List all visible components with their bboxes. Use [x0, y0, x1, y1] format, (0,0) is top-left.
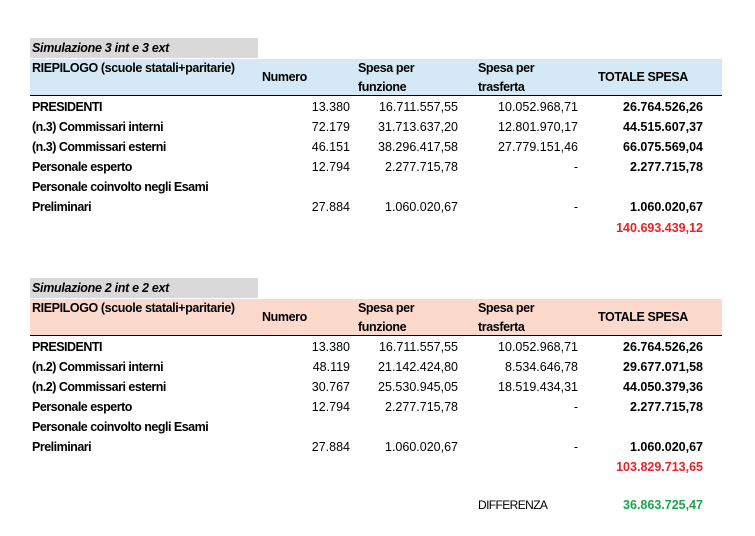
row-label: (n.3) Commissari esterni: [32, 140, 166, 154]
row-trasferta: -: [573, 400, 578, 414]
row-funzione: 21.142.424,80: [378, 360, 458, 374]
row-label: Personale esperto: [32, 160, 132, 174]
row-label: Personale esperto: [32, 400, 132, 414]
col-riepilogo: RIEPILOGO (scuole statali+paritarie): [32, 61, 235, 75]
row-label: (n.2) Commissari interni: [32, 360, 164, 374]
row-totale: 29.677.071,58: [623, 360, 703, 374]
row-numero: 13.380: [311, 100, 350, 114]
table-row: [30, 97, 722, 117]
row-label: PRESIDENTI: [32, 100, 103, 114]
sim1-grand-total: 140.693.439,12: [616, 221, 703, 235]
row-trasferta: -: [573, 200, 578, 214]
row-funzione: 16.711.557,55: [378, 340, 458, 354]
table-row: [30, 137, 722, 157]
table-row: [30, 377, 722, 397]
row-trasferta: 12.801.970,17: [498, 120, 578, 134]
sim1-title: Simulazione 3 int e 3 ext: [30, 38, 258, 58]
row-label: PRESIDENTI: [32, 340, 103, 354]
row-totale: 44.050.379,36: [623, 380, 703, 394]
sim2-header: [30, 299, 722, 336]
row-totale: 66.075.569,04: [623, 140, 703, 154]
row-funzione: 2.277.715,78: [385, 400, 458, 414]
row-trasferta: 27.779.151,46: [498, 140, 578, 154]
row-funzione: 25.530.945,05: [378, 380, 458, 394]
row-label: Personale coinvolto negli Esami: [32, 180, 209, 194]
col-totale: TOTALE SPESA: [598, 70, 688, 84]
row-numero: 30.767: [311, 380, 350, 394]
row-totale: 1.060.020,67: [630, 200, 703, 214]
row-label: Preliminari: [32, 440, 92, 454]
row-label: Preliminari: [32, 200, 92, 214]
row-numero: 46.151: [311, 140, 350, 154]
row-label: (n.3) Commissari interni: [32, 120, 164, 134]
col-totale: TOTALE SPESA: [598, 310, 688, 324]
col-numero: Numero: [262, 310, 307, 324]
row-trasferta: 18.519.434,31: [498, 380, 578, 394]
row-funzione: 31.713.637,20: [378, 120, 458, 134]
table-row: [30, 197, 722, 217]
row-totale: 44.515.607,37: [623, 120, 703, 134]
table-row: [30, 437, 722, 457]
col-riepilogo: RIEPILOGO (scuole statali+paritarie): [32, 301, 235, 315]
col-funzione: Spesa per funzione: [358, 301, 415, 334]
table-row: [30, 417, 722, 437]
row-trasferta: 10.052.968,71: [498, 100, 578, 114]
row-label: (n.2) Commissari esterni: [32, 380, 166, 394]
row-funzione: 2.277.715,78: [385, 160, 458, 174]
col-numero: Numero: [262, 70, 307, 84]
row-trasferta: -: [573, 160, 578, 174]
row-funzione: 38.296.417,58: [378, 140, 458, 154]
sim1-header: [30, 59, 722, 96]
row-totale: 26.764.526,26: [623, 340, 703, 354]
row-totale: 2.277.715,78: [630, 400, 703, 414]
col-trasferta: Spesa per trasferta: [478, 301, 535, 334]
row-trasferta: 10.052.968,71: [498, 340, 578, 354]
row-funzione: 16.711.557,55: [378, 100, 458, 114]
row-funzione: 1.060.020,67: [385, 440, 458, 454]
table-row: [30, 177, 722, 197]
row-numero: 48.119: [312, 360, 350, 374]
difference-label: DIFFERENZA: [478, 498, 548, 512]
col-trasferta: Spesa per trasferta: [478, 61, 535, 94]
table-row: [30, 357, 722, 377]
row-numero: 12.794: [311, 400, 350, 414]
row-totale: 26.764.526,26: [623, 100, 703, 114]
table-row: [30, 117, 722, 137]
difference-value: 36.863.725,47: [623, 498, 703, 512]
row-numero: 27.884: [311, 200, 350, 214]
row-totale: 1.060.020,67: [630, 440, 703, 454]
row-numero: 72.179: [311, 120, 350, 134]
row-trasferta: 8.534.646,78: [505, 360, 578, 374]
sim2-title: Simulazione 2 int e 2 ext: [30, 278, 258, 298]
row-trasferta: -: [573, 440, 578, 454]
col-funzione: Spesa per funzione: [358, 61, 415, 94]
table-row: [30, 157, 722, 177]
row-totale: 2.277.715,78: [630, 160, 703, 174]
row-label: Personale coinvolto negli Esami: [32, 420, 209, 434]
table-row: [30, 337, 722, 357]
row-funzione: 1.060.020,67: [385, 200, 458, 214]
sim2-grand-total: 103.829.713,65: [616, 460, 703, 474]
row-numero: 13.380: [311, 340, 350, 354]
table-row: [30, 397, 722, 417]
row-numero: 27.884: [311, 440, 350, 454]
row-numero: 12.794: [311, 160, 350, 174]
